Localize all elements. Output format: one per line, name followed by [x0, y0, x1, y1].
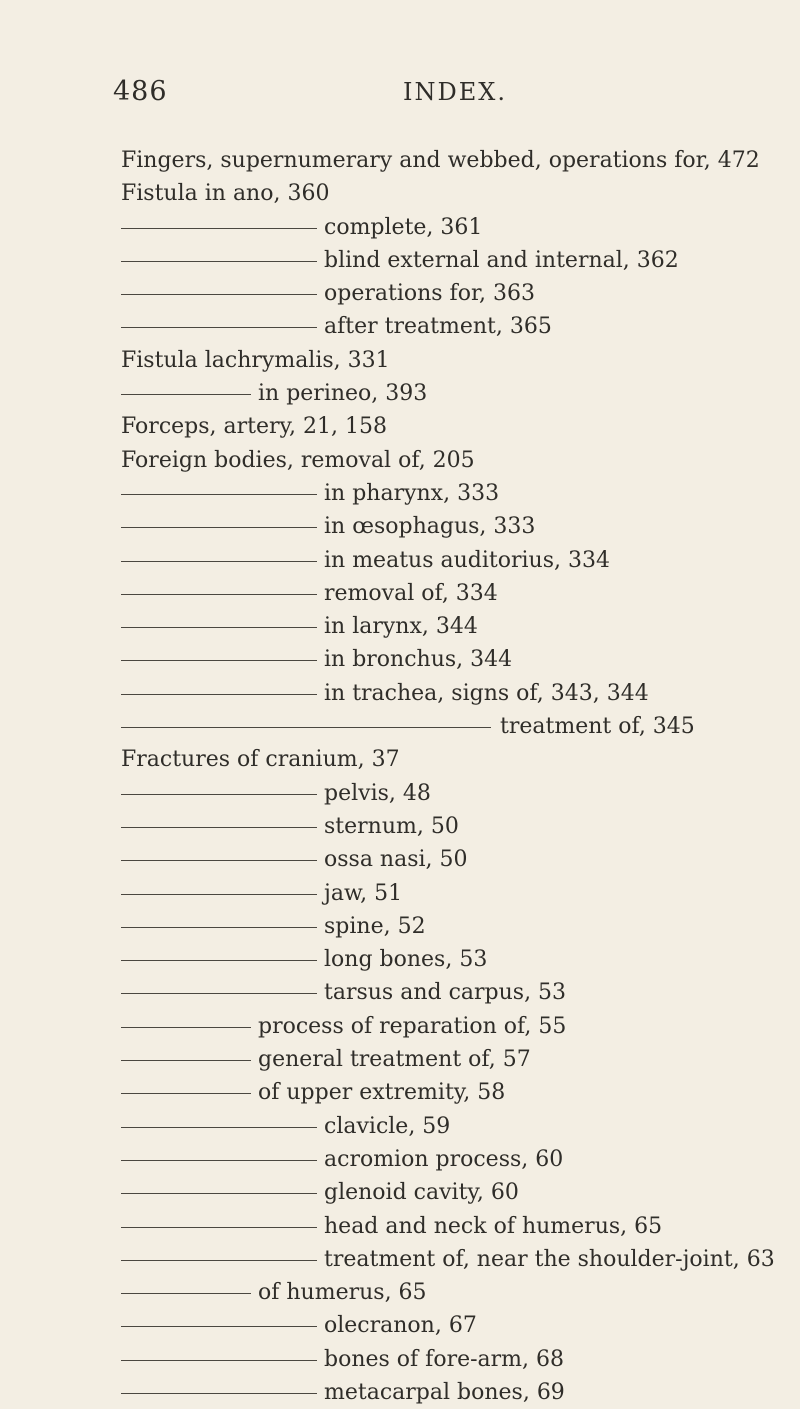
index-entry-text: of upper extremity, 58: [258, 1080, 506, 1106]
index-entry-text: tarsus and carpus, 53: [324, 980, 567, 1006]
index-entry: [0, 1043, 800, 1076]
dash-leader: [121, 228, 317, 229]
dash-leader: [121, 527, 317, 528]
index-entries: [0, 144, 800, 1409]
dash-leader: [121, 261, 317, 262]
index-entry: [0, 344, 800, 377]
index-entry: [0, 144, 800, 177]
dash-leader: [121, 860, 317, 861]
index-entry: [0, 843, 800, 876]
index-entry-text: in perineo, 393: [258, 381, 428, 407]
index-entry-text: Fingers, supernumerary and webbed, operations for, 472: [121, 148, 760, 173]
dash-leader: [121, 1326, 317, 1327]
dash-leader: [121, 1060, 251, 1061]
dash-leader: [121, 1160, 317, 1161]
index-entry-text: glenoid cavity, 60: [324, 1180, 519, 1206]
running-head: INDEX.: [403, 78, 507, 106]
index-entry: [0, 1010, 800, 1043]
index-entry: [0, 777, 800, 810]
index-entry-text: in trachea, signs of, 343, 344: [324, 680, 649, 706]
index-entry-text: operations for, 363: [324, 281, 536, 307]
index-entry: [0, 1076, 800, 1109]
index-entry-text: spine, 52: [324, 913, 426, 939]
index-entry-text: complete, 361: [324, 214, 483, 240]
index-entry: [0, 410, 800, 443]
index-entry: [0, 477, 800, 510]
index-entry-text: sternum, 50: [324, 813, 459, 839]
dash-leader: [121, 494, 317, 495]
index-entry-text: in bronchus, 344: [324, 647, 513, 673]
dash-leader: [121, 294, 317, 295]
index-entry: [0, 1276, 800, 1309]
dash-leader: [121, 594, 317, 595]
index-entry-text: olecranon, 67: [324, 1313, 477, 1339]
dash-leader: [121, 660, 317, 661]
index-entry-text: ossa nasi, 50: [324, 847, 468, 873]
dash-leader: [121, 794, 317, 795]
index-entry-text: in larynx, 344: [324, 614, 478, 640]
index-entry: [0, 1309, 800, 1342]
dash-leader: [121, 627, 317, 628]
index-entry: [0, 444, 800, 477]
index-entry: [0, 976, 800, 1009]
index-entry-text: blind external and internal, 362: [324, 247, 679, 273]
index-entry: [0, 211, 800, 244]
index-entry-text: jaw, 51: [324, 880, 403, 906]
dash-leader: [121, 1193, 317, 1194]
index-entry-text: Fistula in ano, 360: [121, 181, 330, 207]
index-entry-text: Forceps, artery, 21, 158: [121, 414, 387, 440]
index-entry: [0, 743, 800, 776]
index-entry: [0, 877, 800, 910]
index-entry: [0, 277, 800, 310]
index-entry-text: after treatment, 365: [324, 314, 552, 340]
index-entry: [0, 544, 800, 577]
dash-leader: [121, 827, 317, 828]
dash-leader: [121, 1227, 317, 1228]
index-entry: [0, 643, 800, 676]
index-entry: [0, 943, 800, 976]
index-entry-text: treatment of, near the shoulder-joint, 63: [324, 1246, 775, 1272]
index-entry-text: in pharynx, 333: [324, 480, 500, 506]
index-entry-text: removal of, 334: [324, 580, 498, 606]
index-entry: [0, 510, 800, 543]
dash-leader: [121, 694, 317, 695]
index-entry-text: general treatment of, 57: [258, 1047, 531, 1073]
index-entry-text: process of reparation of, 55: [258, 1013, 567, 1039]
dash-leader: [121, 927, 317, 928]
dash-leader: [121, 1127, 317, 1128]
index-entry-text: metacarpal bones, 69: [324, 1379, 565, 1405]
dash-leader: [121, 327, 317, 328]
index-entry: [0, 1210, 800, 1243]
index-entry: [0, 310, 800, 343]
index-entry: [0, 1110, 800, 1143]
index-entry: [0, 1176, 800, 1209]
index-entry-text: pelvis, 48: [324, 780, 431, 806]
index-entry: [0, 377, 800, 410]
dash-leader: [121, 993, 317, 994]
index-entry: [0, 610, 800, 643]
dash-leader: [121, 960, 317, 961]
dash-leader: [121, 894, 317, 895]
dash-leader: [121, 1093, 251, 1094]
index-entry: [0, 710, 800, 743]
index-entry-text: head and neck of humerus, 65: [324, 1213, 663, 1239]
dash-leader: [121, 561, 317, 562]
index-entry: [0, 1343, 800, 1376]
dash-leader: [121, 1027, 251, 1028]
dash-leader: [121, 394, 251, 395]
index-entry-text: clavicle, 59: [324, 1113, 451, 1139]
dash-leader: [121, 1260, 317, 1261]
index-entry-text: treatment of, 345: [500, 714, 695, 740]
index-entry: [0, 577, 800, 610]
index-entry-text: of humerus, 65: [258, 1280, 427, 1306]
index-entry-text: Fractures of cranium, 37: [121, 747, 400, 773]
dash-leader: [121, 1293, 251, 1294]
index-entry: [0, 244, 800, 277]
index-entry: [0, 810, 800, 843]
index-entry: [0, 1243, 800, 1276]
dash-leader: [121, 1393, 317, 1394]
index-entry-text: in œsophagus, 333: [324, 514, 536, 540]
page-header: [0, 76, 800, 116]
index-entry-text: Fistula lachrymalis, 331: [121, 347, 390, 373]
index-entry-text: long bones, 53: [324, 947, 488, 973]
index-entry: [0, 177, 800, 210]
index-entry: [0, 910, 800, 943]
dash-leader: [121, 1360, 317, 1361]
index-entry-text: in meatus auditorius, 334: [324, 547, 610, 573]
index-entry: [0, 1376, 800, 1409]
index-entry-text: bones of fore-arm, 68: [324, 1346, 565, 1372]
dash-leader: [121, 727, 491, 728]
index-entry-text: Foreign bodies, removal of, 205: [121, 447, 475, 473]
page-number: 486: [113, 76, 168, 107]
index-entry: [0, 677, 800, 710]
index-entry: [0, 1143, 800, 1176]
index-entry-text: acromion process, 60: [324, 1146, 564, 1172]
